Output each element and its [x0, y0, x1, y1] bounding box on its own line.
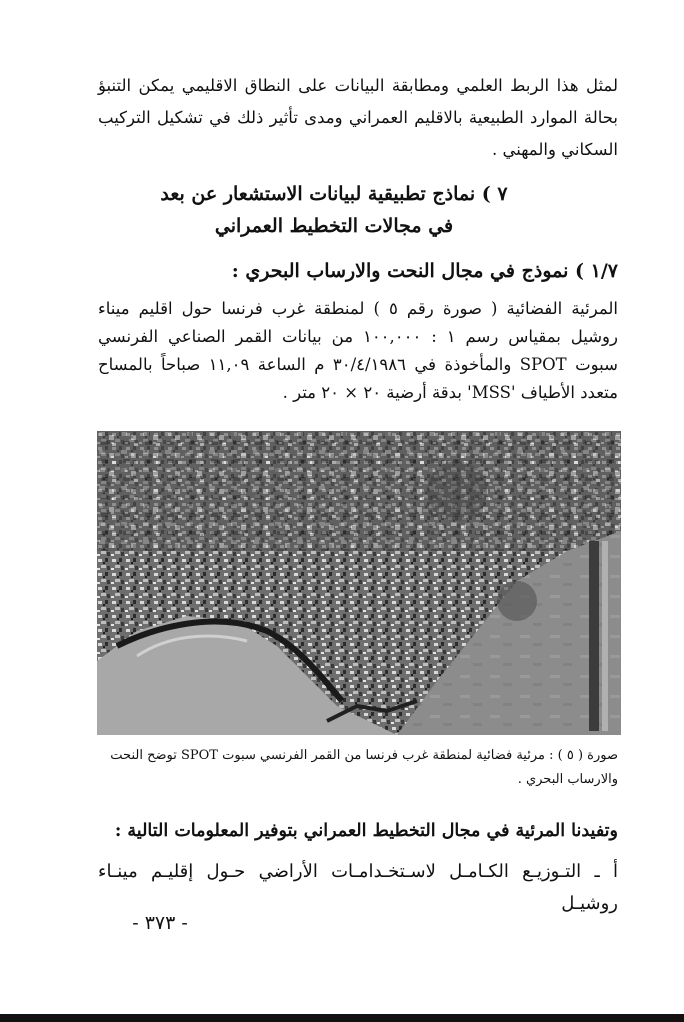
section-7-heading-line2: في مجالات التخطيط العمراني — [214, 215, 454, 237]
benefits-intro-paragraph: وتفيدنا المرئية في مجال التخطيط العمراني بتوفير المعلومات التالية : — [114, 821, 618, 841]
figure-caption: صورة ( ٥ ) : مرئية فضائية لمنطقة غرب فرنسا من القمر الفرنسي سبوت SPOT توضح النحت والارساب البحري . — [110, 748, 618, 787]
section-7-1-heading: ١/٧ ) نموذج في مجال النحت والارساب البحري : — [231, 260, 618, 282]
section-7-heading-line1: ٧ ) نماذج تطبيقية لبيانات الاستشعار عن بعد — [160, 183, 508, 205]
list-item-a: أ ـ التـوزيـع الكـامـل لاسـتخـدامـات الأراضي حـول إقليـم مينـاء روشيـل — [98, 861, 618, 914]
page-number: - ٣٧٣ - — [132, 912, 188, 934]
spot-description-paragraph: المرئية الفضائية ( صورة رقم ٥ ) لمنطقة غرب فرنسا حول اقليم ميناء روشيل بمقياس رسم ١ : ١٠٠,٠٠٠ من بيانات القمر الصناعي الفرنسي سبوت SPOT والمأخوذة في ٣٠/٤/١٩٨٦ م الساعة ١١,٠٩ صباحاً بالمساح متعدد الأطياف 'MSS' بدقة أرضية ٢٠ × ٢٠ متر . — [98, 299, 619, 402]
satellite-image — [97, 431, 621, 735]
intro-paragraph: لمثل هذا الربط العلمي ومطابقة البيانات على النطاق الاقليمي يمكن التنبؤ بحالة الموارد الطبيعية بالاقليم العمراني ومدى تأثير ذلك في تشكيل التركيب السكاني والمهني . — [98, 76, 618, 159]
bottom-border — [0, 1014, 684, 1022]
